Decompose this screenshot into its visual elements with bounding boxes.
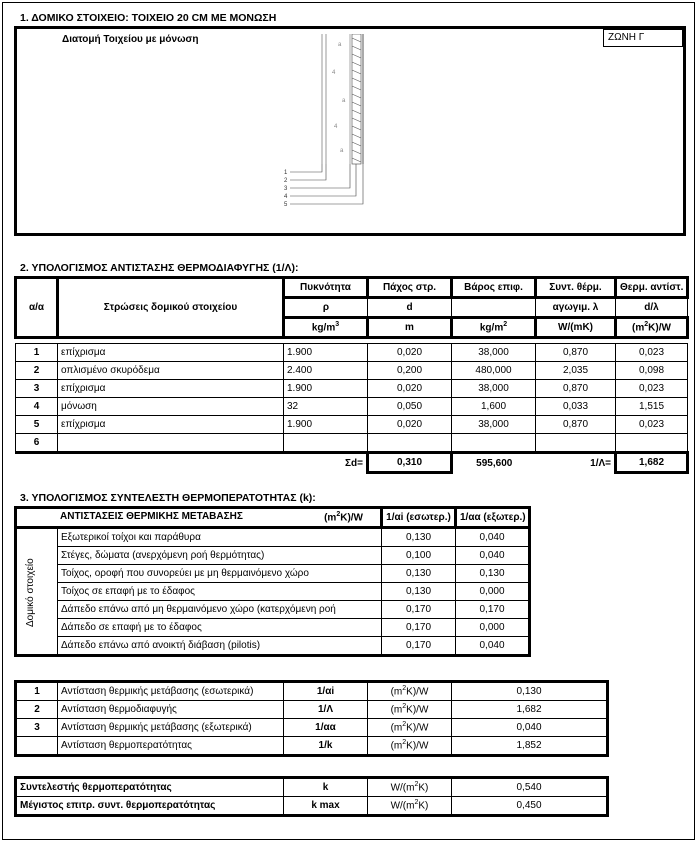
col-layers: Στρώσεις δομικού στοιχείου: [58, 278, 284, 338]
svg-text:4: 4: [334, 124, 338, 130]
side-label-cell: [16, 528, 58, 656]
col-ai: 1/αi (εσωτερ.): [382, 508, 456, 528]
weight-unit: $kg/m^2$: [452, 318, 536, 338]
table-row: Τοίχος σε επαφή με το έδαφος 0,130 0,000: [16, 583, 530, 601]
svg-text:a: a: [342, 98, 346, 104]
table-row: 3 Αντίσταση θερμικής μετάβασης (εξωτερικά) 1/αα $(m^2K)/W$ 0,040: [16, 719, 608, 737]
layer-marker-1: 1: [284, 170, 288, 176]
res-symbol: d/λ: [616, 298, 688, 318]
transfer-resistance-table: [14, 506, 531, 657]
density-symbol: ρ: [284, 298, 368, 318]
table-row: 1 Αντίσταση θερμικής μετάβασης (εσωτερικά) 1/αi $(m^2K)/W$ 0,130: [16, 682, 608, 701]
side-label: Δομικό στοιχείο: [25, 558, 36, 627]
layer-marker-5: 5: [284, 202, 288, 208]
zone-box: [603, 29, 683, 47]
transfer-header: ΑΝΤΙΣΤΑΣΕΙΣ ΘΕΡΜΙΚΗΣ ΜΕΤΑΒΑΣΗΣ $(m^2K)/W$: [16, 508, 382, 528]
thick-unit: m: [368, 318, 452, 338]
col-res: Θερμ. αντίστ.: [616, 278, 688, 298]
density-unit: $kg/m^3$: [284, 318, 368, 338]
table-row: Δάπεδο επάνω από μη θερμαινόμενο χώρο (κατερχόμενη ροή 0,170 0,170: [16, 601, 530, 619]
resistance-table: [14, 276, 689, 474]
coefficient-table: [14, 776, 609, 817]
table-row: Στέγες, δώματα (ανερχόμενη ροή θερμότητας) 0,100 0,040: [16, 547, 530, 565]
inv-lambda-value: 1,682: [616, 453, 688, 473]
sum-d-value: 0,310: [368, 453, 452, 473]
table-row: 5 επίχρισμα 1.900 0,020 38,000 0,870 0,023: [16, 416, 688, 434]
table-row: 1 επίχρισμα 1.900 0,020 38,000 0,870 0,023: [16, 344, 688, 362]
totals-table: [14, 680, 609, 757]
cond-symbol: αγωγιμ. λ: [536, 298, 616, 318]
table-row: 3 επίχρισμα 1.900 0,020 38,000 0,870 0,023: [16, 380, 688, 398]
svg-text:4: 4: [332, 70, 336, 76]
col-density: Πυκνότητα: [284, 278, 368, 298]
layer-marker-4: 4: [284, 194, 288, 200]
section1-title: 1. ΔΟΜΙΚΟ ΣΤΟΙΧΕΙΟ: ΤΟΙΧΕΙΟ 20 CM ΜΕ ΜΟΝΩΣΗ: [20, 12, 277, 24]
col-thick: Πάχος στρ.: [368, 278, 452, 298]
table-row: Δάπεδο σε επαφή με το έδαφος 0,170 0,000: [16, 619, 530, 637]
col-weight: Βάρος επιφ.: [452, 278, 536, 298]
svg-text:a: a: [340, 148, 344, 154]
section2-title: 2. ΥΠΟΛΟΓΙΣΜΟΣ ΑΝΤΙΣΤΑΣΗΣ ΘΕΡΜΟΔΙΑΦΥΓΗΣ (1/Λ):: [20, 262, 299, 274]
table-row: 6: [16, 434, 688, 453]
table-row: Μέγιστος επιτρ. συντ. θερμοπερατότητας k max $W/(m^2K)$ 0,450: [16, 797, 608, 816]
table-row: Δάπεδο επάνω από ανοικτή διάβαση (pilotis) 0,170 0,040: [16, 637, 530, 656]
table-row: Αντίσταση θερμοπερατότητας 1/k $(m^2K)/W$ 1,852: [16, 737, 608, 756]
table-row: 4 μόνωση 32 0,050 1,600 0,033 1,515: [16, 398, 688, 416]
zone-label: ΖΩΝΗ Γ: [608, 32, 645, 43]
sum-w-value: 595,600: [476, 457, 513, 469]
wall-section-drawing: [270, 34, 390, 224]
cond-unit: W/(mK): [536, 318, 616, 338]
thick-symbol: d: [368, 298, 452, 318]
section3-title: 3. ΥΠΟΛΟΓΙΣΜΟΣ ΣΥΝΤΕΛΕΣΤΗ ΘΕΡΜΟΠΕΡΑΤΟΤΗΤΑΣ (k):: [20, 492, 316, 504]
drawing-title: Διατομή Τοιχείου με μόνωση: [62, 34, 199, 45]
layer-marker-2: 2: [284, 178, 288, 184]
res-unit: $(m^2K)/W$: [616, 318, 688, 338]
table-row: 2 Αντίσταση θερμοδιαφυγής 1/Λ $(m^2K)/W$ 1,682: [16, 701, 608, 719]
col-aa-ext: 1/αα (εξωτερ.): [456, 508, 530, 528]
layer-marker-3: 3: [284, 186, 288, 192]
sum-d-label: Σd=: [345, 457, 363, 469]
col-cond: Συντ. θέρμ.: [536, 278, 616, 298]
table-row: Τοίχος, οροφή που συνορεύει με μη θερμαινόμενο χώρο 0,130 0,130: [16, 565, 530, 583]
inv-lambda-label: 1/Λ=: [590, 457, 611, 469]
table-row: Συντελεστής θερμοπερατότητας k $W/(m^2K)$ 0,540: [16, 778, 608, 797]
table-row: 2 οπλισμένο σκυρόδεμα 2.400 0,200 480,000 2,035 0,098: [16, 362, 688, 380]
col-aa: α/α: [16, 278, 58, 338]
svg-text:a: a: [338, 42, 342, 48]
table-row: Δομικό στοιχείο Εξωτερικοί τοίχοι και παράθυρα 0,130 0,040: [16, 528, 530, 547]
